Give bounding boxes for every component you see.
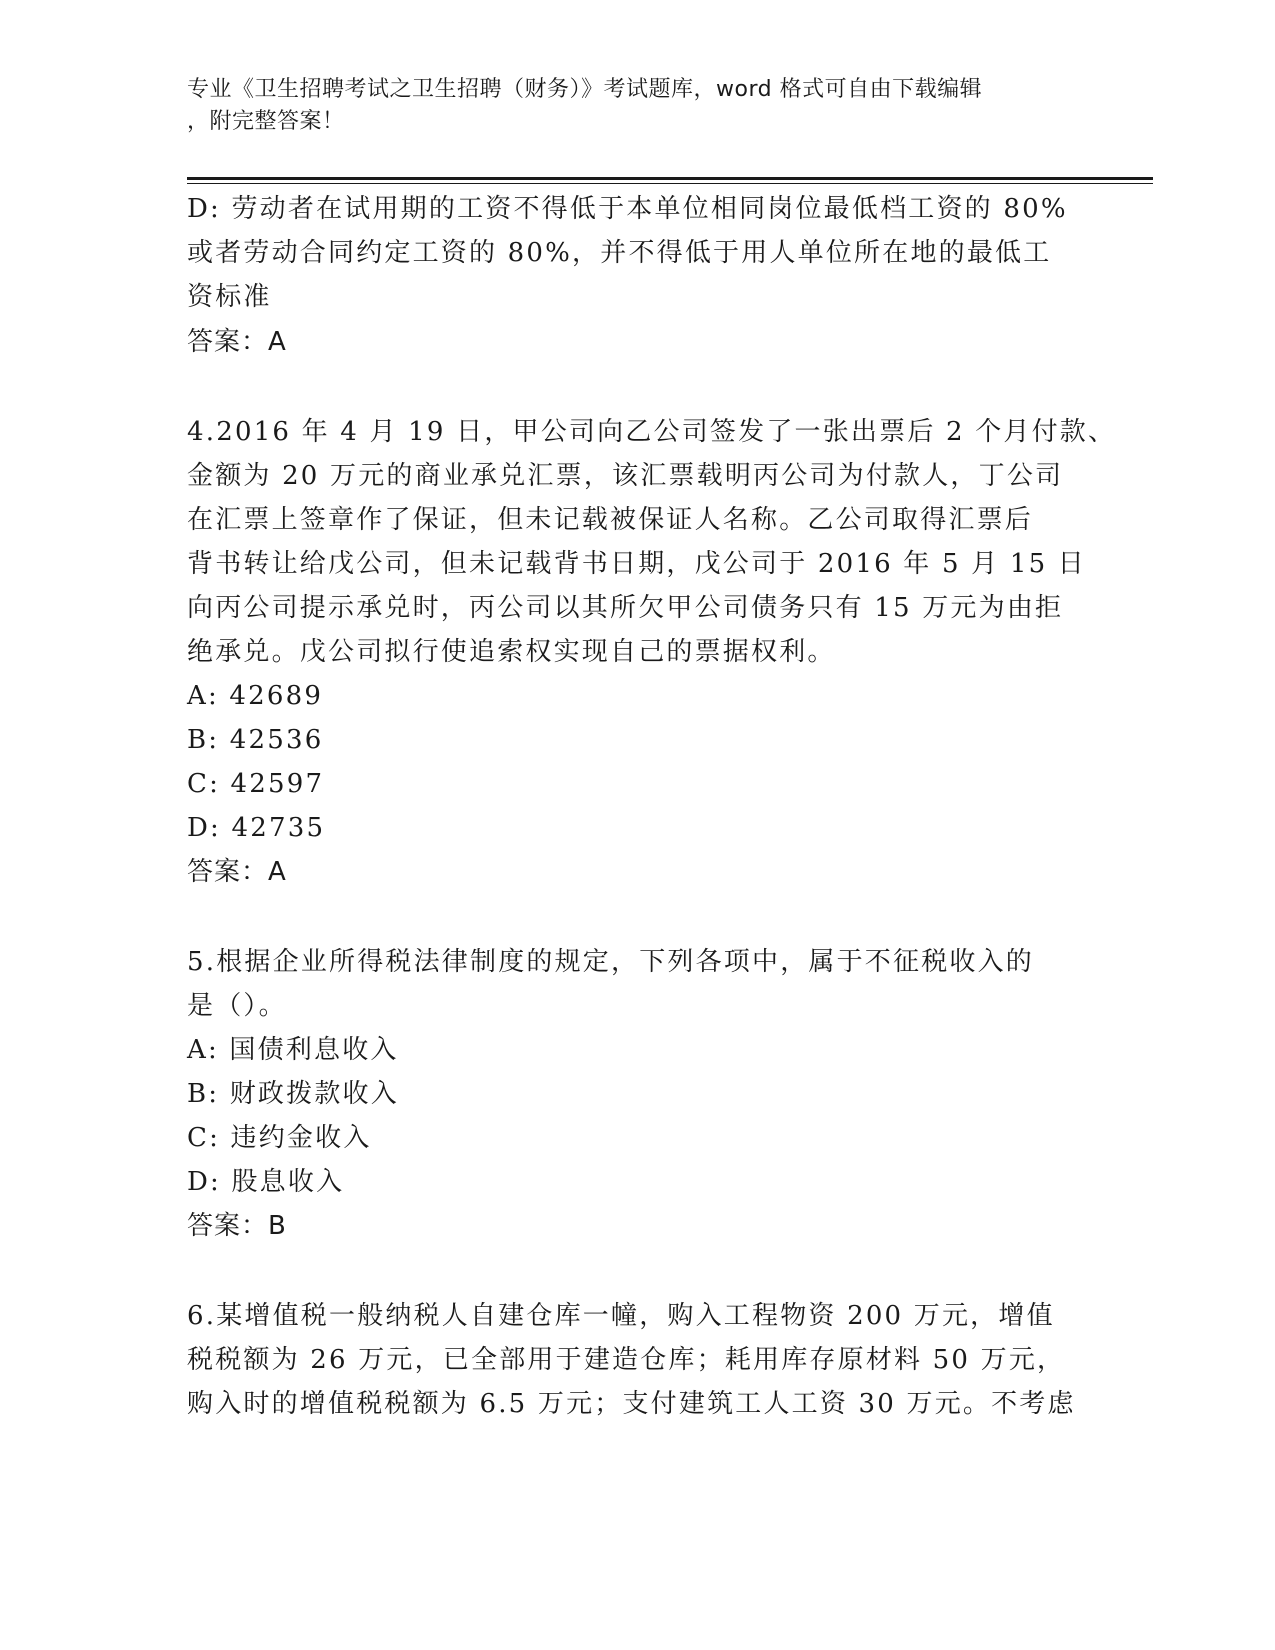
q4-option-a: A: 42689 xyxy=(187,681,324,711)
q4-stem-line-4: 背书转让给戊公司，但未记载背书日期，戊公司于 2016 年 5 月 15 日 xyxy=(187,549,1086,579)
q4-stem-line-5: 向丙公司提示承兑时，丙公司以其所欠甲公司债务只有 15 万元为由拒 xyxy=(187,593,1064,623)
q5-option-c: C: 违约金收入 xyxy=(187,1123,372,1153)
q3-option-d-line-3: 资标准 xyxy=(187,282,272,312)
q5-stem-line-2: 是（）。 xyxy=(187,991,287,1021)
q4-answer: 答案：A xyxy=(187,857,287,887)
page-header xyxy=(187,74,1087,138)
q6-stem-line-1: 6.某增值税一般纳税人自建仓库一幢，购入工程物资 200 万元，增值 xyxy=(187,1301,1055,1331)
q5-stem-line-1: 5.根据企业所得税法律制度的规定，下列各项中，属于不征税收入的 xyxy=(187,947,1035,977)
q4-option-c: C: 42597 xyxy=(187,769,325,799)
q4-stem-line-6: 绝承兑。戊公司拟行使追索权实现自己的票据权利。 xyxy=(187,637,836,667)
q5-option-a: A: 国债利息收入 xyxy=(187,1035,399,1065)
q4-stem-line-2: 金额为 20 万元的商业承兑汇票，该汇票载明丙公司为付款人，丁公司 xyxy=(187,461,1064,491)
q5-answer: 答案：B xyxy=(187,1211,287,1241)
q6-stem-line-2: 税税额为 26 万元，已全部用于建造仓库；耗用库存原材料 50 万元， xyxy=(187,1345,1066,1375)
q5-option-b: B: 财政拨款收入 xyxy=(187,1079,399,1109)
header-rule-thin xyxy=(187,183,1153,184)
q3-option-d-line-1: D: 劳动者在试用期的工资不得低于本单位相同岗位最低档工资的 80% xyxy=(187,194,1068,224)
q3-option-d-line-2: 或者劳动合同约定工资的 80%，并不得低于用人单位所在地的最低工 xyxy=(187,238,1052,268)
header-line-2: ，附完整答案！ xyxy=(187,109,345,134)
q4-option-d: D: 42735 xyxy=(187,813,326,843)
q4-stem-line-3: 在汇票上签章作了保证，但未记载被保证人名称。乙公司取得汇票后 xyxy=(187,505,1034,535)
q4-stem-line-1: 4.2016 年 4 月 19 日，甲公司向乙公司签发了一张出票后 2 个月付款、 xyxy=(187,417,1117,447)
q5-option-d: D: 股息收入 xyxy=(187,1167,345,1197)
header-rule-thick xyxy=(187,177,1153,180)
header-line-1: 专业《卫生招聘考试之卫生招聘（财务）》考试题库，word 格式可自由下载编辑 xyxy=(187,77,983,102)
q3-answer: 答案：A xyxy=(187,327,287,357)
q6-stem-line-3: 购入时的增值税税额为 6.5 万元；支付建筑工人工资 30 万元。不考虑 xyxy=(187,1389,1076,1419)
q4-option-b: B: 42536 xyxy=(187,725,324,755)
